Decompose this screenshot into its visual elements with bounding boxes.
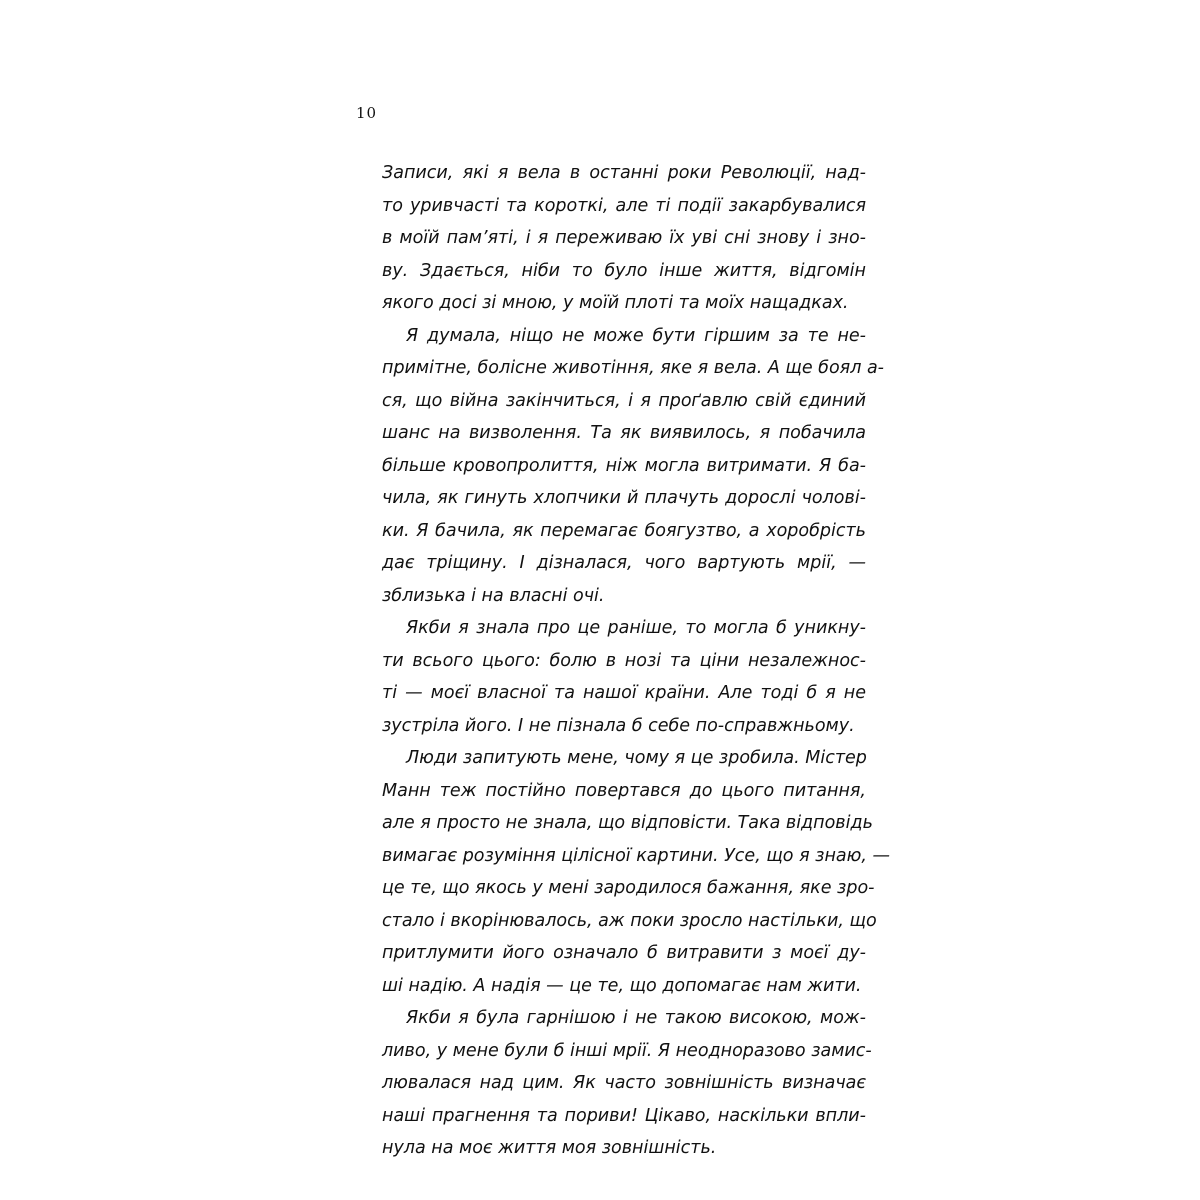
text-line: нула на моє життя моя зовнішність.	[382, 1138, 717, 1158]
text-line: Манн теж постійно повертався до цього питання,	[382, 780, 866, 801]
text-line: чила, як гинуть хлопчики й плачуть дорослі чолові-	[382, 488, 866, 508]
text-line: наші прагнення та пориви! Цікаво, наскільки впли-	[382, 1105, 866, 1126]
paragraph-1	[382, 157, 866, 320]
text-line: Люди запитують мене, чому я це зробила. Містер	[406, 748, 867, 768]
paragraph-2	[382, 320, 884, 613]
text-line: Якби я була гарнішою і не такою високою, мож-	[406, 1008, 866, 1028]
text-line: Якби я знала про це раніше, то могла б уникну-	[406, 618, 866, 638]
text-line: стало і вкорінювалось, аж поки зросло настільки, що	[382, 910, 877, 931]
text-line: зустріла його. І не пізнала б себе по-справжньому.	[382, 715, 855, 736]
paragraph-4	[382, 742, 890, 1002]
text-line: ся, що війна закінчиться, і я проґавлю свій єдиний	[382, 390, 866, 411]
text-line: Я думала, ніщо не може бути гіршим за те не-	[406, 325, 866, 346]
paragraph-3	[382, 612, 866, 742]
text-line: ливо, у мене були б інші мрії. Я неодноразово замис-	[382, 1040, 872, 1061]
text-line: вимагає розуміння цілісної картини. Усе, що я знаю, —	[382, 845, 890, 866]
text-line: дає тріщину. І дізналася, чого вартують мрії, —	[382, 553, 866, 573]
text-line: більше кровопролиття, ніж могла витримати. Я ба-	[382, 455, 866, 476]
text-line: притлумити його означало б витравити з моєї ду-	[382, 943, 866, 963]
page-number: 10	[356, 104, 378, 122]
body-text	[382, 157, 890, 1165]
text-line: в моїй пам’яті, і я переживаю їх уві сні знову і зно-	[382, 228, 866, 248]
text-line: але я просто не знала, що відповісти. Така відповідь	[382, 813, 873, 833]
text-line: ву. Здається, ніби то було інше життя, відгомін	[382, 260, 866, 281]
text-line: ки. Я бачила, як перемагає боягузтво, а хоробрість	[382, 520, 866, 541]
text-line: якого досі зі мною, у моїй плоті та моїх нащадках.	[382, 293, 849, 313]
text-line: лювалася над цим. Як часто зовнішність визначає	[382, 1073, 866, 1093]
text-line: шанс на визволення. Та як виявилось, я побачила	[382, 423, 866, 443]
text-line: примітне, болісне животіння, яке я вела. А ще боял а-	[382, 358, 884, 378]
text-line: ші надію. А надія — це те, що допомагає нам жити.	[382, 975, 862, 996]
text-line: то уривчасті та короткі, але ті події закарбувалися	[382, 195, 866, 216]
paragraph-5	[382, 1002, 872, 1165]
text-line: Записи, які я вела в останні роки Революції, над-	[382, 163, 866, 183]
text-line: ті — моєї власної та нашої країни. Але тоді б я не	[382, 683, 866, 703]
text-line: це те, що якось у мені зародилося бажання, яке зро-	[382, 878, 875, 898]
text-line: ти всього цього: болю в нозі та ціни незалежнос-	[382, 650, 866, 671]
text-line: зблизька і на власні очі.	[382, 585, 605, 606]
